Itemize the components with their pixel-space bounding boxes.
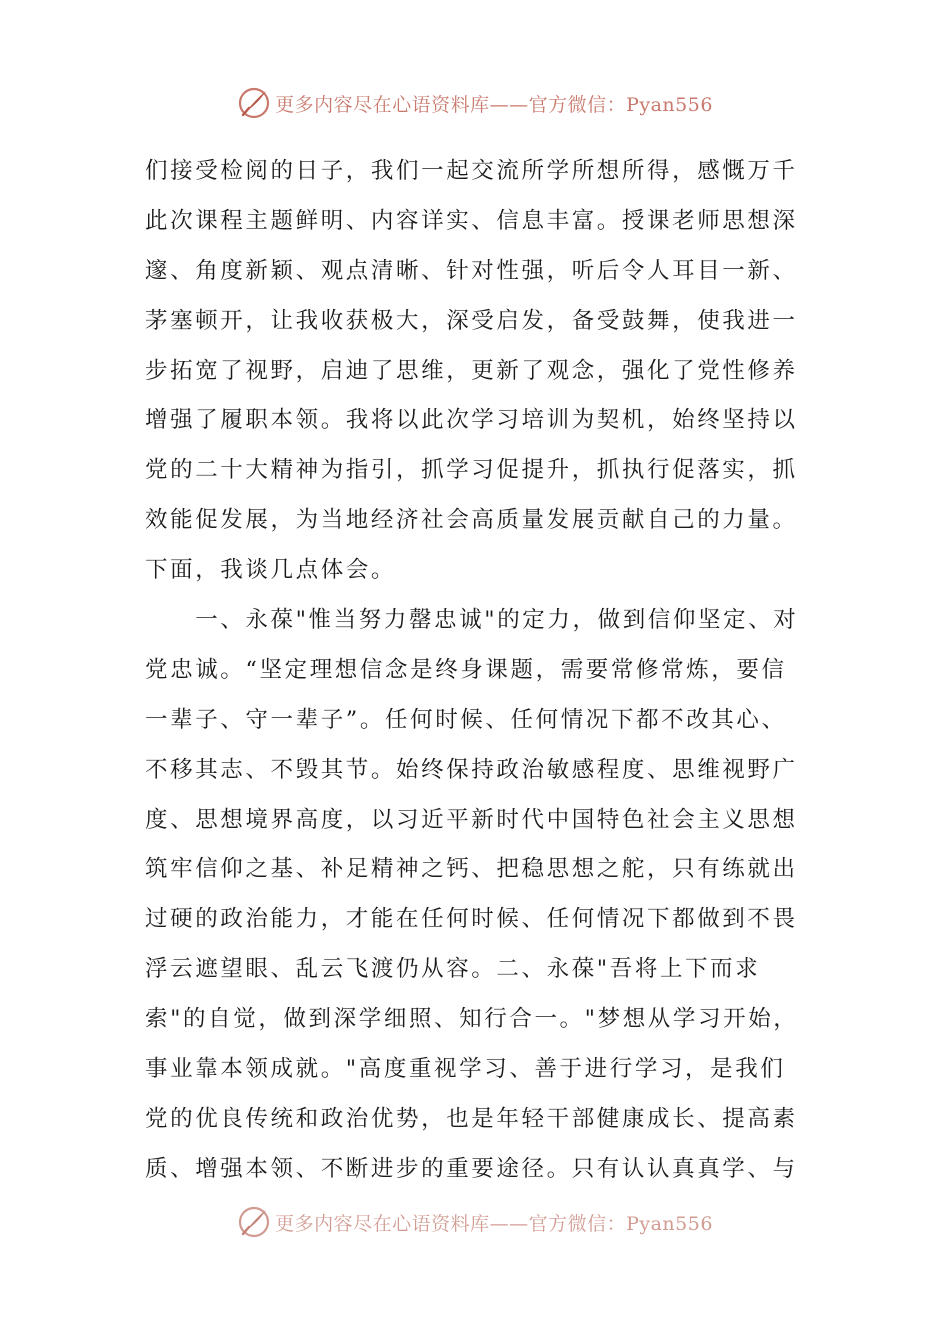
body-line: 此次课程主题鲜明、内容详实、信息丰富。授课老师思想深 <box>145 207 798 234</box>
footer-banner <box>0 1202 950 1242</box>
body-line: 度、思想境界高度，以习近平新时代中国特色社会主义思想 <box>145 806 798 833</box>
body-line: 党的二十大精神为指引，抓学习促提升，抓执行促落实，抓 <box>145 457 798 484</box>
body-line: 索"的自觉，做到深学细照、知行合一。"梦想从学习开始， <box>145 1006 799 1033</box>
body-line: 邃、角度新颖、观点清晰、针对性强，听后令人耳目一新、 <box>145 257 798 284</box>
body-line: 党忠诚。“坚定理想信念是终身课题，需要常修常炼，要信 <box>145 656 787 683</box>
header-banner-text: 更多内容尽在心语资料库——官方微信：Pyan556 <box>275 93 713 116</box>
body-line: 事业靠本领成就。"高度重视学习、善于进行学习，是我们 <box>145 1056 786 1083</box>
body-line: 茅塞顿开，让我收获极大，深受启发，备受鼓舞，使我进一 <box>145 307 798 334</box>
body-line: 步拓宽了视野，启迪了思维，更新了观念，强化了党性修养 <box>145 357 798 384</box>
body-line: 一、永葆"惟当努力罄忠诚"的定力，做到信仰坚定、对 <box>145 607 799 634</box>
body-line: 增强了履职本领。我将以此次学习培训为契机，始终坚持以 <box>145 407 798 434</box>
body-line: 不移其志、不毁其节。始终保持政治敏感程度、思维视野广 <box>145 756 798 783</box>
body-line: 浮云遮望眼、乱云飞渡仍从容。二、永葆"吾将上下而求 <box>145 956 761 983</box>
header-banner <box>0 83 950 123</box>
body-line: 们接受检阅的日子，我们一起交流所学所想所得，感慨万千 <box>145 158 798 184</box>
quill-logo-icon <box>237 1205 271 1239</box>
body-line: 下面，我谈几点体会。 <box>145 557 397 584</box>
body-line: 党的优良传统和政治优势，也是年轻干部健康成长、提高素 <box>145 1105 798 1132</box>
quill-logo-icon <box>237 86 271 120</box>
body-line: 筑牢信仰之基、补足精神之钙、把稳思想之舵，只有练就出 <box>145 856 798 883</box>
body-line: 过硬的政治能力，才能在任何时候、任何情况下都做到不畏 <box>145 906 798 933</box>
footer-banner-text: 更多内容尽在心语资料库——官方微信：Pyan556 <box>275 1212 713 1235</box>
body-line: 质、增强本领、不断进步的重要途径。只有认认真真学、与 <box>145 1155 798 1182</box>
document-body <box>145 147 815 1195</box>
body-line: 一辈子、守一辈子”。任何时候、任何情况下都不改其心、 <box>145 706 787 733</box>
body-line: 效能促发展，为当地经济社会高质量发展贡献自己的力量。 <box>145 507 798 534</box>
